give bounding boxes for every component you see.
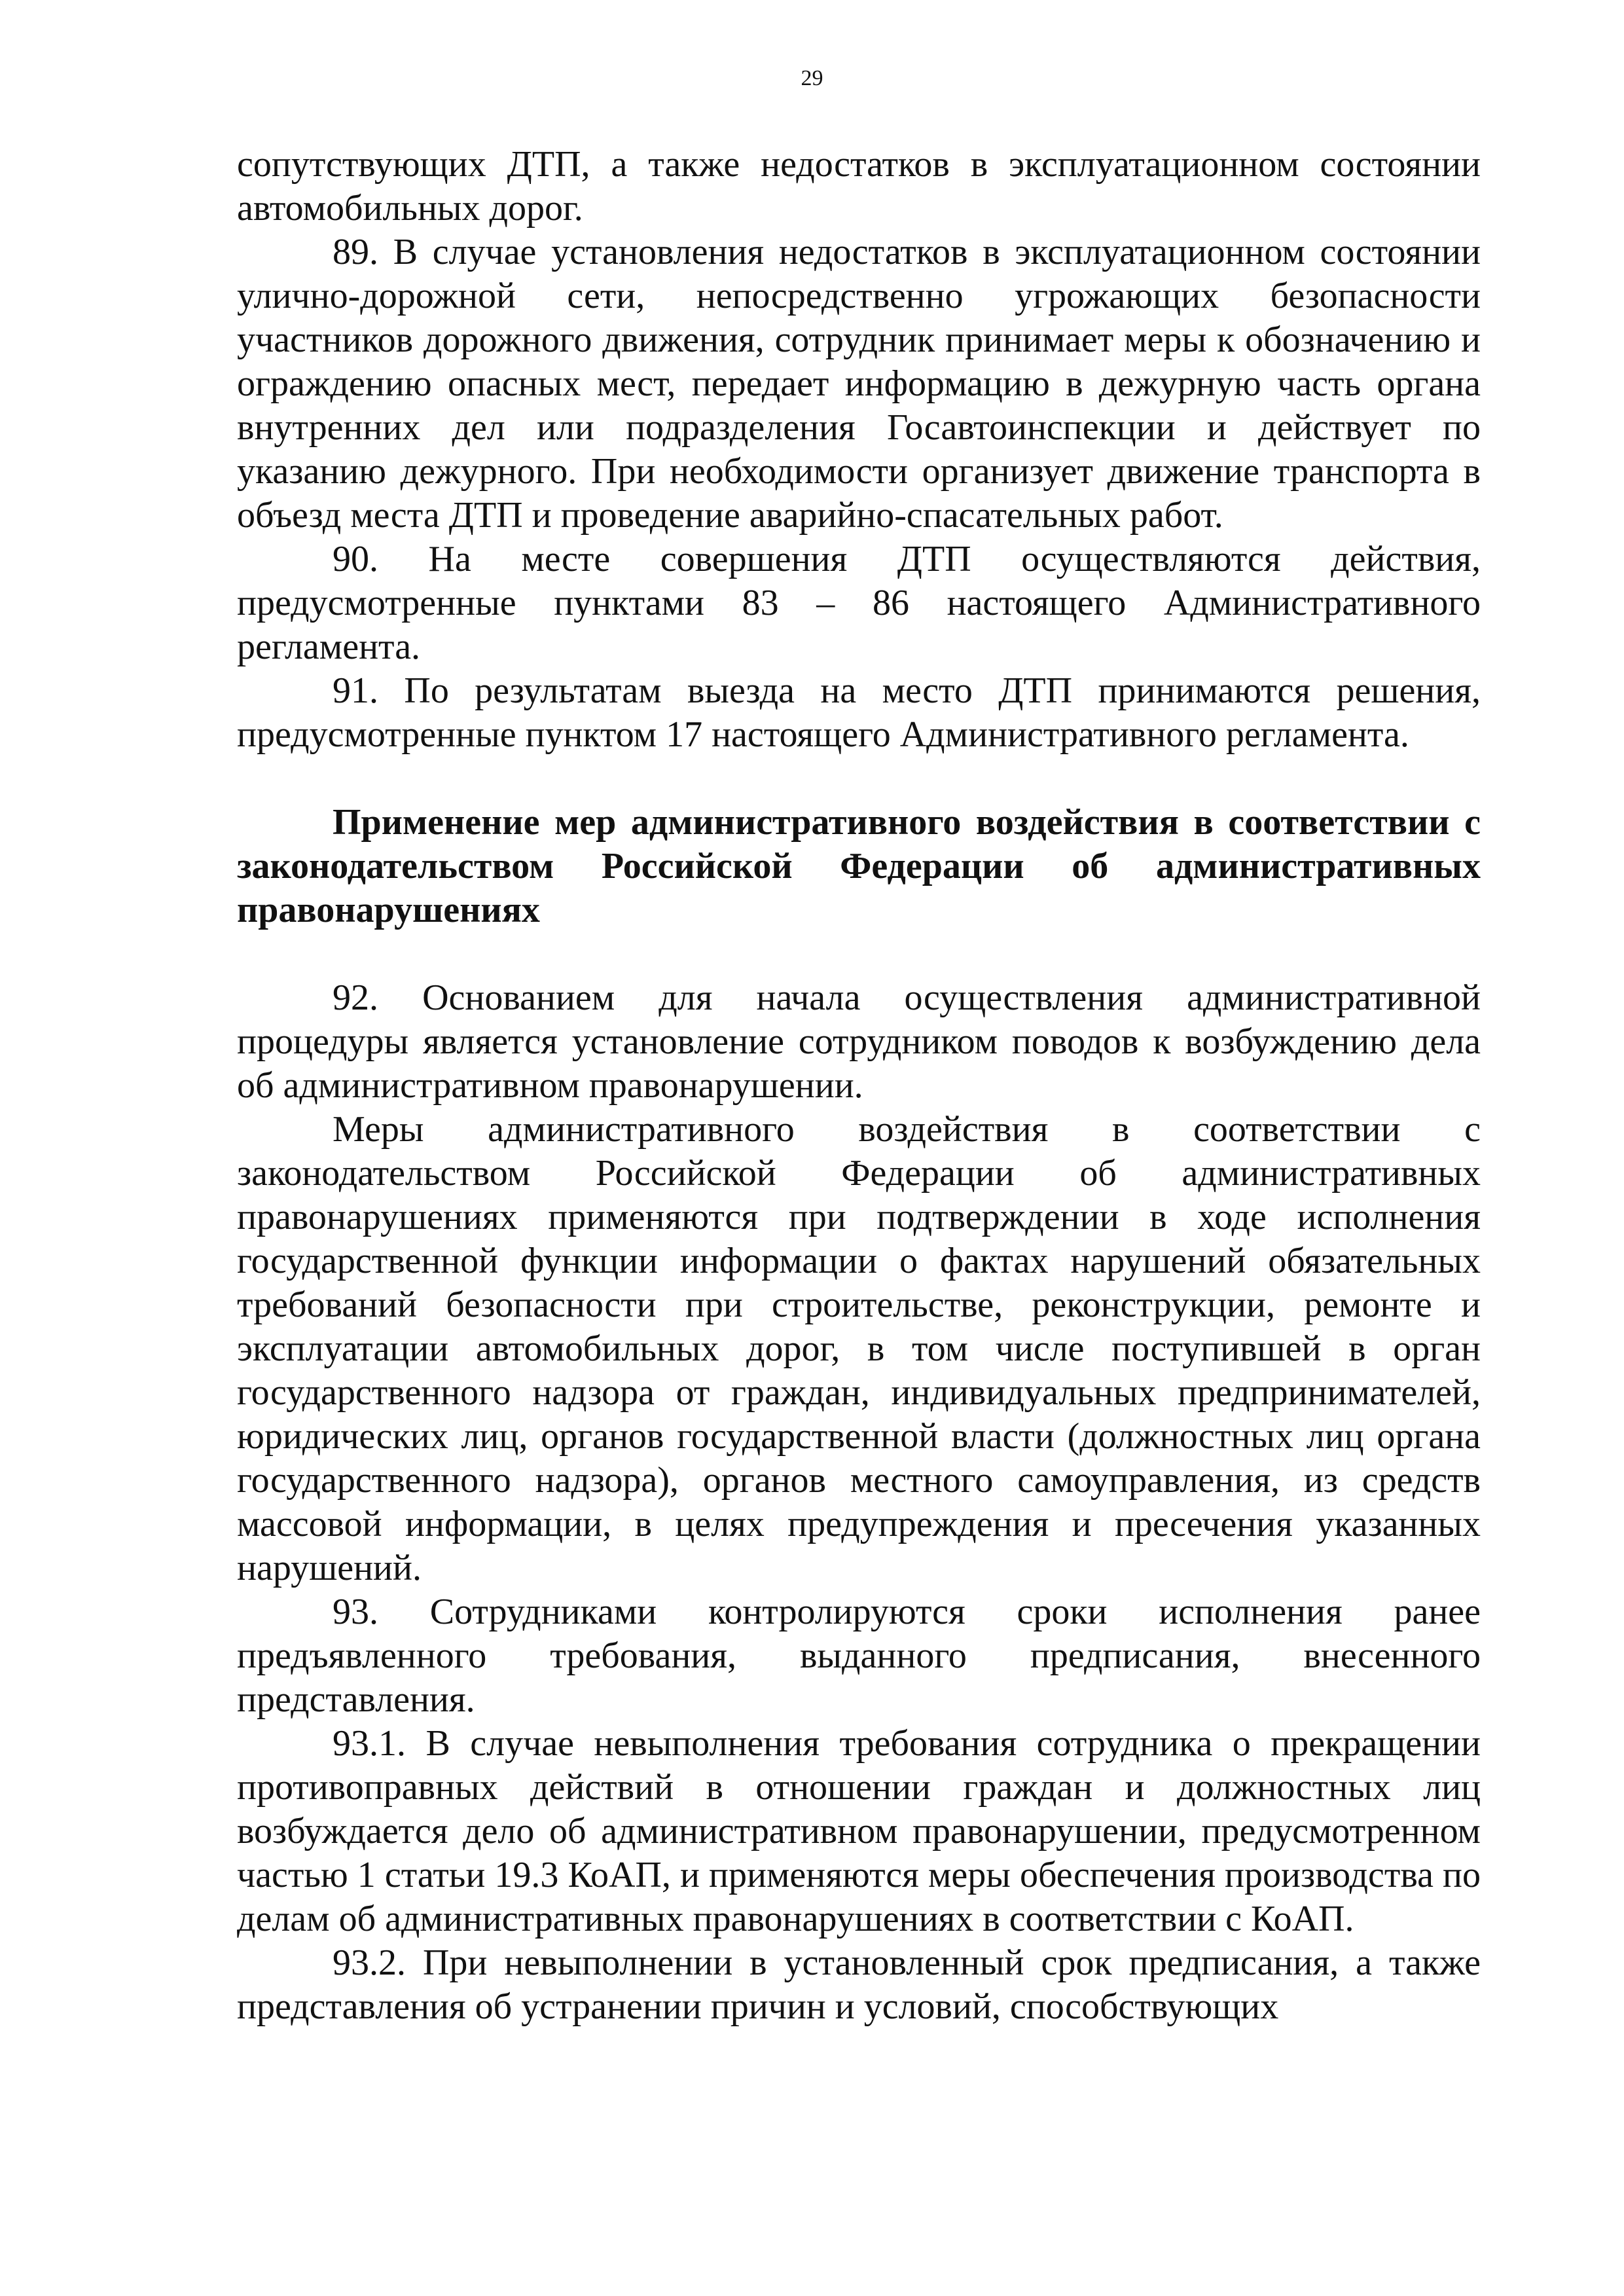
paragraph-89: 89. В случае установления недостатков в эксплуатационном состоянии улично-дорожной сети, непосредственно угрожающих безопасности участников дорожного движения, сотрудник принимает меры к обозначению и ограждению опасных мест, передает информацию в дежурную часть органа внутренних дел или подразделения Госавтоинспекции и действует по указанию дежурного. При необходимости организует движение транспорта в объезд места ДТП и проведение аварийно-спасательных работ.	[237, 232, 1481, 536]
paragraph-93-1: 93.1. В случае невыполнения требования сотрудника о прекращении противоправных действий в отношении граждан и должностных лиц возбуждается дело об административном правонарушении, предусмотренном частью 1 статьи 19.3 КоАП, и применяются меры обеспечения производства по делам об административных правонарушениях в соответствии с КоАП.	[237, 1723, 1481, 1939]
document-body	[237, 143, 1481, 2029]
paragraph-93-2: 93.2. При невыполнении в установленный срок предписания, а также представления об устранении причин и условий, способствующих	[237, 1942, 1481, 2027]
paragraph-measures: Меры административного воздействия в соответствии с законодательством Российской Федерации об административных правонарушениях применяются при подтверждении в ходе исполнения государственной функции информации о фактах нарушений обязательных требований безопасности при строительстве, реконструкции, ремонте и эксплуатации автомобильных дорог, в том числе поступившей в орган государственного надзора от граждан, индивидуальных предпринимателей, юридических лиц, органов государственной власти (должностных лиц органа государственного надзора), органов местного самоуправления, из средств массовой информации, в целях предупреждения и пресечения указанных нарушений.	[237, 1109, 1481, 1588]
paragraph-93: 93. Сотрудниками контролируются сроки исполнения ранее предъявленного требования, выданного предписания, внесенного представления.	[237, 1592, 1481, 1720]
paragraph-92: 92. Основанием для начала осуществления административной процедуры является установление сотрудником поводов к возбуждению дела об административном правонарушении.	[237, 977, 1481, 1106]
section-heading: Применение мер административного воздействия в соответствии с законодательством Российской Федерации об административных правонарушениях	[237, 802, 1481, 930]
paragraph-90: 90. На месте совершения ДТП осуществляются действия, предусмотренные пунктами 83 – 86 настоящего Административного регламента.	[237, 539, 1481, 667]
page-number: 29	[801, 66, 823, 90]
paragraph: сопутствующих ДТП, а также недостатков в эксплуатационном состоянии автомобильных дорог.	[237, 144, 1481, 228]
paragraph-91: 91. По результатам выезда на место ДТП принимаются решения, предусмотренные пунктом 17 настоящего Административного регламента.	[237, 670, 1481, 755]
